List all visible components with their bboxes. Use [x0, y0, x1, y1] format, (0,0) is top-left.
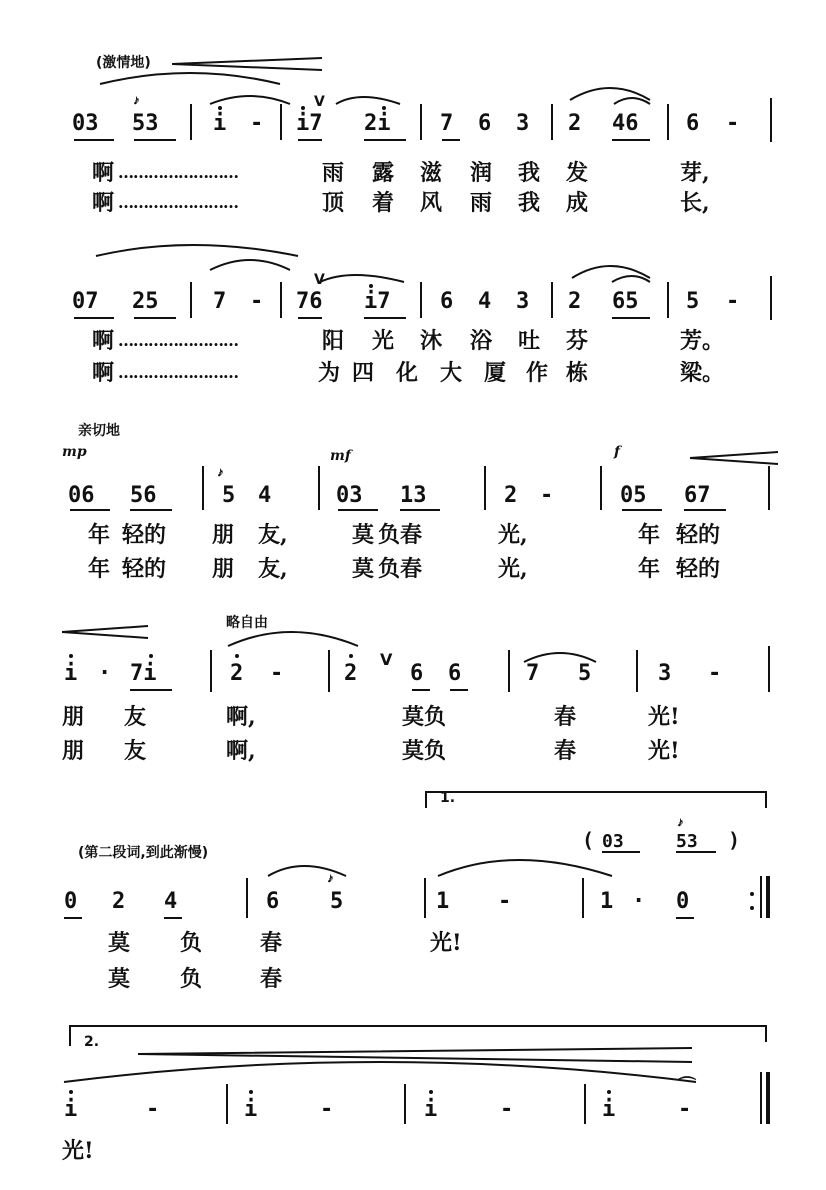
note: 13	[400, 483, 427, 508]
lyric: 友	[124, 738, 147, 764]
lyric: 风	[420, 190, 443, 216]
octave-dot	[607, 1090, 611, 1094]
lyric: 作	[526, 360, 549, 386]
pickup-paren: (	[582, 828, 595, 852]
crescendo-hairpin	[690, 452, 778, 464]
note: 4	[164, 889, 178, 914]
note: 6	[410, 661, 424, 686]
note: 7	[440, 111, 454, 136]
lyric: 光!	[62, 1138, 94, 1164]
lyric: 啊	[92, 328, 115, 354]
note: 6	[440, 289, 454, 314]
note: 06	[68, 483, 95, 508]
note: -	[540, 483, 554, 508]
note: 56	[130, 483, 157, 508]
lyric: 化	[396, 360, 419, 386]
note: 05	[620, 483, 647, 508]
fermata: ⌒	[678, 1076, 696, 1097]
slur	[524, 653, 596, 662]
lyric: 光,	[498, 522, 528, 548]
note: 1	[600, 889, 614, 914]
note: 46	[612, 111, 639, 136]
lyric-ellipsis: ……………………	[118, 193, 238, 212]
lyric: 我	[518, 190, 541, 216]
dynamic-marking: mp	[62, 444, 87, 460]
note: 1	[436, 889, 450, 914]
lyric: 雨	[470, 190, 493, 216]
lyric: 吐	[518, 328, 541, 354]
lyric: 光,	[498, 556, 528, 582]
expression-marking: 亲切地	[78, 423, 120, 439]
underline	[64, 852, 716, 918]
lyric: 光	[372, 328, 395, 354]
dynamic-marking: mf	[330, 448, 351, 464]
note: 76	[296, 289, 323, 314]
breath-mark: V	[380, 650, 393, 669]
lyric: 发	[566, 160, 589, 186]
note: i	[602, 1097, 616, 1122]
lyric: 春	[554, 704, 577, 730]
note: 65	[612, 289, 639, 314]
lyric: 啊	[92, 160, 115, 186]
dynamic-marking: f	[614, 444, 621, 460]
note: 0	[676, 889, 690, 914]
lyric-ellipsis: ……………………	[118, 331, 238, 350]
note: 5	[222, 483, 236, 508]
slur	[614, 98, 650, 104]
note: -	[146, 1097, 160, 1122]
slur	[320, 275, 404, 282]
octave-dot	[69, 1090, 73, 1094]
octave-dot	[382, 106, 386, 110]
trill-mark: 𝆔	[218, 464, 223, 480]
slur	[438, 860, 612, 876]
lyric: 年	[638, 522, 661, 548]
note: -	[320, 1097, 334, 1122]
octave-dot	[429, 1090, 433, 1094]
lyric: 梁。	[680, 360, 725, 386]
lyric: 沐	[420, 328, 443, 354]
octave-dot	[249, 1090, 253, 1094]
lyric: 芽,	[680, 160, 710, 186]
trill-mark: 𝆔	[678, 814, 683, 830]
lyric: 年	[638, 556, 661, 582]
note: 0	[64, 889, 78, 914]
note: 6	[478, 111, 492, 136]
lyric: 莫负	[402, 704, 447, 730]
note: i	[213, 111, 227, 136]
note: 7i	[130, 661, 157, 686]
lyric: 莫	[352, 522, 375, 548]
note: 07	[72, 289, 99, 314]
lyric: 朋	[212, 522, 235, 548]
lyric: 轻的	[122, 556, 167, 582]
note: 25	[132, 289, 159, 314]
note: 3	[516, 289, 530, 314]
note: 6	[686, 111, 700, 136]
slur	[64, 1062, 696, 1082]
lyric: 啊,	[226, 738, 256, 764]
note: -	[708, 661, 722, 686]
note: 7	[526, 661, 540, 686]
lyric: 芳。	[680, 328, 725, 354]
octave-dot	[149, 654, 153, 658]
lyric: 光!	[648, 704, 680, 730]
lyric: 大	[440, 360, 463, 386]
lyric: 厦	[484, 360, 507, 386]
lyric: 轻的	[676, 556, 721, 582]
note: -	[678, 1097, 692, 1122]
note: 2i	[364, 111, 391, 136]
note: 4	[478, 289, 492, 314]
note: 2	[112, 889, 126, 914]
lyric: 成	[566, 190, 589, 216]
octave-dot	[218, 106, 222, 110]
pickup-note: 03	[602, 831, 624, 852]
note: 7	[213, 289, 227, 314]
lyric: 朋	[62, 738, 85, 764]
octave-dot	[349, 654, 353, 658]
pickup-note: 53	[676, 831, 698, 852]
lyric: 光!	[648, 738, 680, 764]
note: 03	[72, 111, 99, 136]
note: 2	[344, 661, 358, 686]
expression-marking: (第二段词,到此渐慢)	[78, 845, 209, 861]
note: -	[250, 111, 264, 136]
lyric: 啊	[92, 360, 115, 386]
note: 5	[686, 289, 700, 314]
lyric: 润	[470, 160, 493, 186]
note: i	[424, 1097, 438, 1122]
note: 5	[578, 661, 592, 686]
note: i	[244, 1097, 258, 1122]
volta-label: 1.	[440, 790, 456, 806]
slur	[210, 96, 290, 104]
lyric: 为	[318, 360, 341, 386]
slur	[336, 97, 400, 104]
note: -	[726, 289, 740, 314]
note: -	[250, 289, 264, 314]
lyric: 莫	[352, 556, 375, 582]
lyric: 四	[352, 360, 375, 386]
octave-dot	[301, 106, 305, 110]
note: 67	[684, 483, 711, 508]
slur	[210, 260, 290, 270]
lyric: 春	[260, 930, 283, 956]
note: 2	[568, 289, 582, 314]
lyric: 莫	[108, 930, 131, 956]
lyric: 滋	[420, 160, 443, 186]
slur	[228, 632, 358, 646]
lyric: 春	[260, 966, 283, 992]
crescendo-hairpin	[62, 626, 148, 638]
note: 3	[658, 661, 672, 686]
note: ·	[632, 889, 646, 914]
pickup-paren: )	[728, 828, 741, 852]
note: 4	[258, 483, 272, 508]
note: i	[64, 661, 78, 686]
note: -	[726, 111, 740, 136]
crescendo-hairpin	[172, 58, 322, 70]
note: 2	[230, 661, 244, 686]
lyric: 啊,	[226, 704, 256, 730]
note: i7	[296, 111, 323, 136]
lyric: 朋	[212, 556, 235, 582]
lyric: 年	[88, 556, 111, 582]
slur	[612, 276, 650, 282]
lyric: 栋	[566, 360, 589, 386]
lyric: 春	[554, 738, 577, 764]
note: 03	[336, 483, 363, 508]
note: 6	[448, 661, 462, 686]
lyric: 阳	[322, 328, 345, 354]
slur	[100, 73, 280, 84]
lyric: 负春	[378, 522, 423, 548]
note: 6	[266, 889, 280, 914]
lyric: 顶	[322, 190, 345, 216]
note: 2	[568, 111, 582, 136]
lyric: 负	[180, 930, 203, 956]
note: -	[270, 661, 284, 686]
lyric: 雨	[322, 160, 345, 186]
lyric: 光!	[430, 930, 462, 956]
breath-mark: V	[314, 272, 325, 288]
expression-marking: (激情地)	[96, 55, 151, 71]
lyric: 年	[88, 522, 111, 548]
trill-mark: 𝆔	[134, 92, 139, 108]
note: ·	[98, 661, 112, 686]
note: -	[500, 1097, 514, 1122]
lyric-ellipsis: ……………………	[118, 163, 238, 182]
lyric: 浴	[470, 328, 493, 354]
lyric: 莫	[108, 966, 131, 992]
note: 5	[330, 889, 344, 914]
lyric: 友,	[258, 522, 288, 548]
lyric: 露	[372, 160, 395, 186]
lyric-ellipsis: ……………………	[118, 363, 238, 382]
lyric: 友	[124, 704, 147, 730]
trill-mark: 𝆔	[328, 870, 333, 886]
lyric: 轻的	[676, 522, 721, 548]
decrescendo-hairpin	[138, 1048, 692, 1062]
octave-dot	[369, 284, 373, 288]
slur	[268, 866, 346, 876]
lyric: 芬	[566, 328, 589, 354]
volta-bracket	[70, 1026, 766, 1046]
note: -	[498, 889, 512, 914]
note: i	[64, 1097, 78, 1122]
lyric: 长,	[680, 190, 710, 216]
lyric: 着	[372, 190, 395, 216]
octave-dot	[69, 654, 73, 658]
lyric: 莫负	[402, 738, 447, 764]
volta-label: 2.	[84, 1034, 100, 1050]
lyric: 负春	[378, 556, 423, 582]
lyric: 友,	[258, 556, 288, 582]
slur	[96, 245, 298, 256]
note: 2	[504, 483, 518, 508]
lyric: 啊	[92, 190, 115, 216]
lyric: 轻的	[122, 522, 167, 548]
note: 3	[516, 111, 530, 136]
expression-marking: 略自由	[226, 615, 268, 631]
note: i7	[364, 289, 391, 314]
note: 53	[132, 111, 159, 136]
lyric: 朋	[62, 704, 85, 730]
lyric: 我	[518, 160, 541, 186]
breath-mark: V	[314, 94, 325, 110]
lyric: 负	[180, 966, 203, 992]
octave-dot	[235, 654, 239, 658]
volta-bracket	[426, 792, 766, 808]
